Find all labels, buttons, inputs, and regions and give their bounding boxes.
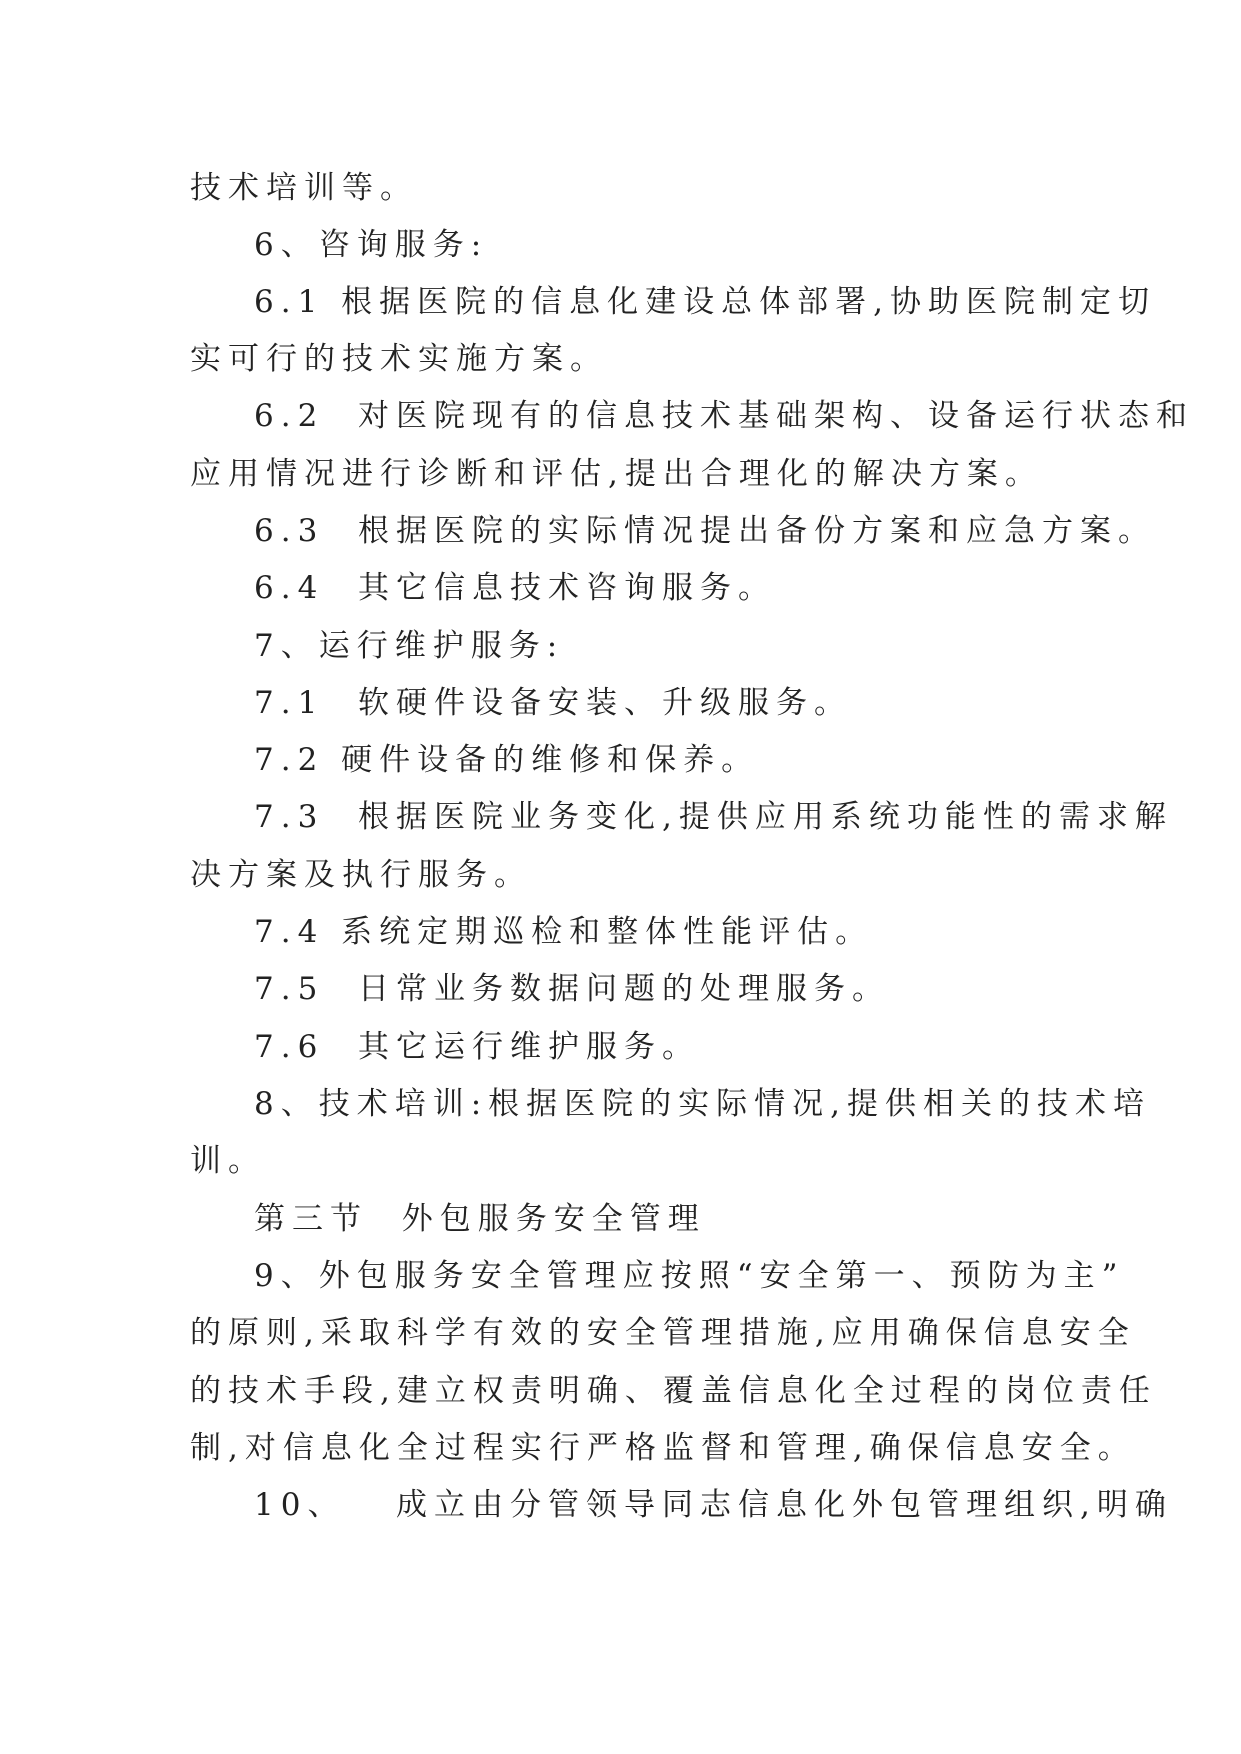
text-line-5: 6.2 对医院现有的信息技术基础架构、设备运行状态和 — [254, 398, 1195, 434]
text-line-18: 训。 — [190, 1143, 266, 1179]
text-line-7: 6.3 根据医院的实际情况提出备份方案和应急方案。 — [254, 513, 1157, 549]
text-line-9: 7、运行维护服务: — [254, 628, 565, 664]
text-line-21: 的原则,采取科学有效的安全管理措施,应用确保信息安全 — [190, 1315, 1136, 1351]
text-line-20: 9、外包服务安全管理应按照“安全第一、预防为主” — [254, 1258, 1125, 1294]
text-line-11: 7.2 硬件设备的维修和保养。 — [254, 742, 760, 778]
text-line-16: 7.6 其它运行维护服务。 — [254, 1029, 701, 1065]
text-line-4: 实可行的技术实施方案。 — [190, 341, 608, 377]
section-heading: 第三节 外包服务安全管理 — [254, 1201, 706, 1237]
text-line-8: 6.4 其它信息技术咨询服务。 — [254, 570, 777, 606]
text-line-14: 7.4 系统定期巡检和整体性能评估。 — [254, 914, 874, 950]
text-line-24: 10、 成立由分管领导同志信息化外包管理组织,明确 — [254, 1487, 1173, 1523]
text-line-3: 6.1 根据医院的信息化建设总体部署,协助医院制定切 — [254, 284, 1157, 320]
text-line-10: 7.1 软硬件设备安装、升级服务。 — [254, 685, 853, 721]
text-line-17: 8、技术培训:根据医院的实际情况,提供相关的技术培 — [254, 1086, 1152, 1122]
text-line-22: 的技术手段,建立权责明确、覆盖信息化全过程的岗位责任 — [190, 1373, 1157, 1409]
text-line-12: 7.3 根据医院业务变化,提供应用系统功能性的需求解 — [254, 799, 1173, 835]
text-line-1: 技术培训等。 — [190, 170, 418, 206]
text-line-23: 制,对信息化全过程实行严格监督和管理,确保信息安全。 — [190, 1430, 1136, 1466]
text-line-2: 6、咨询服务: — [254, 227, 489, 263]
text-line-6: 应用情况进行诊断和评估,提出合理化的解决方案。 — [190, 456, 1043, 492]
text-line-13: 决方案及执行服务。 — [190, 857, 532, 893]
text-line-15: 7.5 日常业务数据问题的处理服务。 — [254, 971, 891, 1007]
